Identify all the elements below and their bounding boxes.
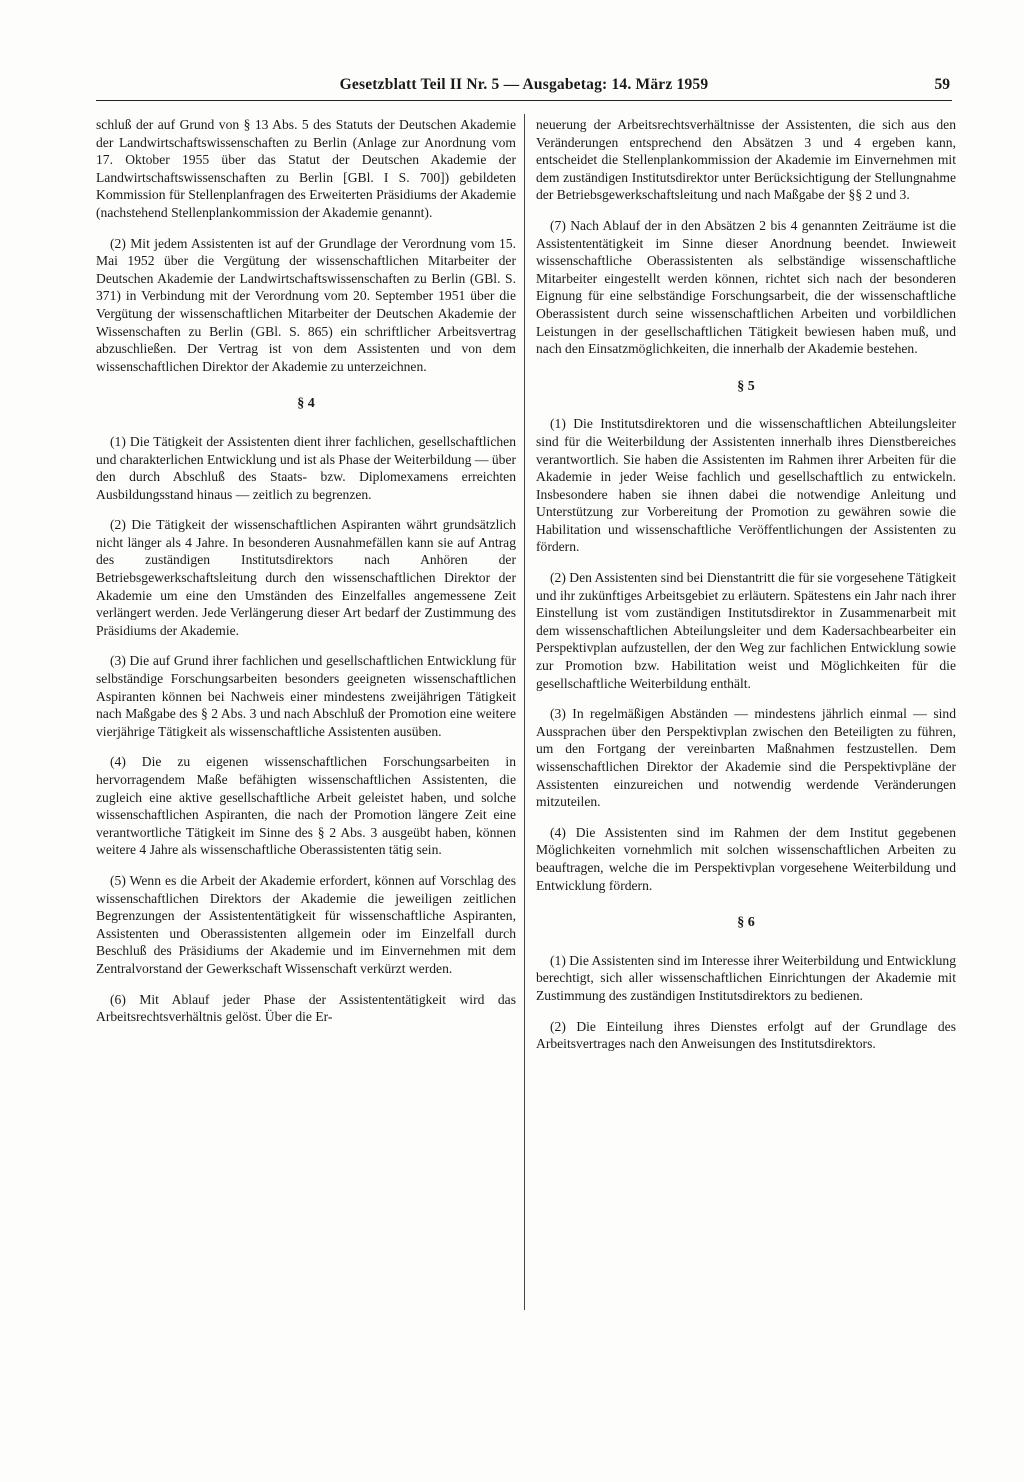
section-heading: § 5	[737, 378, 755, 394]
paragraph: (6) Mit Ablauf jeder Phase der Assistententätigkeit wird das Arbeitsrechtsverhältnis gelöst. Über die Er-	[96, 991, 516, 1025]
paragraph: (2) Die Tätigkeit der wissenschaftlichen Aspiranten währt grundsätzlich nicht länger als 4 Jahre. In besonderen Ausnahmefällen kann sie auf Antrag des zuständigen Institutsdirektors nach Anhören der Betriebsgewerkschaftsleitung durch den wissenschaftlichen Direktor der Akademie um eine den Umständen des Einzelfalles angemessene Zeit verlängert werden. Jede Verlängerung dieser Art bedarf der Zustimmung des Präsidiums der Akademie.	[96, 517, 516, 638]
section-heading: § 4	[297, 396, 315, 412]
paragraph: (3) In regelmäßigen Abständen — mindestens jährlich einmal — sind Aussprachen über den Perspektivplan zwischen den Beteiligten zu führen, um den Fortgang der vereinbarten Maßnahmen festzustellen. Dem wissenschaftlichen Direktor der Akademie sind die Perspektivpläne der Assistenten einzureichen und notwendig werdende Veränderungen mitzuteilen.	[536, 706, 956, 810]
section-heading: § 6	[737, 915, 755, 931]
paragraph: (4) Die zu eigenen wissenschaftlichen Forschungsarbeiten in hervorragendem Maße befähigten wissenschaftlichen Assistenten, die zugleich eine aktive gesellschaftliche Arbeit geleistet haben, und solche wissenschaftlichen Aspiranten, die nach der Promotion längere Zeit eine verantwortliche Tätigkeit im Sinne des § 2 Abs. 3 ausgeübt haben, können weitere 4 Jahre als wissenschaftliche Oberassistenten tätig sein.	[96, 754, 516, 858]
paragraph: (1) Die Tätigkeit der Assistenten dient ihrer fachlichen, gesellschaftlichen und charakterlichen Entwicklung und ist als Phase der Weiterbildung — über den durch Abschluß des Staats- bzw. Diplomexamens erreichten Ausbildungsstand hinaus — zeitlich zu begrenzen.	[96, 433, 516, 502]
paragraph: (7) Nach Ablauf der in den Absätzen 2 bis 4 genannten Zeiträume ist die Assistententätigkeit im Sinne dieser Anordnung beendet. Inwieweit wissenschaftliche Oberassistenten als selbständige wissenschaftliche Mitarbeiter eingestellt werden können, richtet sich nach der besonderen Eignung für eine selbständige Forschungsarbeit, die der wissenschaftliche Oberassistent durch seine wissenschaftlichen Arbeiten und vorbildlichen Leistungen in der gesellschaftlichen Tätigkeit bewiesen haben muß, und nach den Einsatzmöglichkeiten, die innerhalb der Akademie bestehen.	[536, 217, 956, 357]
paragraph: (2) Den Assistenten sind bei Dienstantritt die für sie vorgesehene Tätigkeit und ihr zukünftiges Arbeitsgebiet zu erläutern. Spätestens ein Jahr nach ihrer Einstellung ist vom zuständigen Institutsdirektor in Zusammenarbeit mit dem wissenschaftlichen Abteilungsleiter und dem Kadersachbearbeiter ein Perspektivplan aufzustellen, der den Weg zur fachlichen Entwicklung sowie zur Promotion bzw. Habilitation weist und Möglichkeiten für die gesellschaftliche Weiterbildung enthält.	[536, 570, 956, 691]
header-title: Gesetzblatt Teil II Nr. 5 — Ausgabetag: 14. März 1959	[339, 76, 709, 93]
page-number: 59	[934, 76, 950, 93]
right-column	[536, 116, 956, 1066]
page-header	[96, 76, 952, 101]
paragraph: (2) Mit jedem Assistenten ist auf der Grundlage der Verordnung vom 15. Mai 1952 über die Vergütung der wissenschaftlichen Mitarbeiter der Deutschen Akademie der Landwirtschaftswissenschaften zu Berlin (GBl. S. 371) in Verbindung mit der Verordnung vom 20. September 1951 über die Vergütung der wissenschaftlichen Mitarbeiter der Deutschen Akademie der Wissenschaften zu Berlin (GBl. S. 865) ein schriftlicher Arbeitsvertrag abzuschließen. Der Vertrag ist von dem Assistenten und von dem wissenschaftlichen Direktor der Akademie zu unterzeichnen.	[96, 235, 516, 374]
paragraph: (1) Die Institutsdirektoren und die wissenschaftlichen Abteilungsleiter sind für die Weiterbildung der Assistenten innerhalb ihres Dienstbereiches verantwortlich. Sie haben die Assistenten im Rahmen ihrer Arbeiten für die Akademie in jeder Weise fachlich und gesellschaftlich zu entwickeln. Insbesondere haben sie ihnen dabei die notwendige Anleitung und Unterstützung zur Vorbereitung der Promotion zu gewähren sowie die Habilitation und wissenschaftliche Veröffentlichungen der Assistenten zu fördern.	[536, 416, 956, 555]
paragraph: (1) Die Assistenten sind im Interesse ihrer Weiterbildung und Entwicklung berechtigt, sich aller wissenschaftlichen Einrichtungen der Akademie mit Zustimmung des zuständigen Institutsdirektors zu bedienen.	[536, 952, 957, 1003]
paragraph: (3) Die auf Grund ihrer fachlichen und gesellschaftlichen Entwicklung für selbständige Forschungsarbeiten besonders geeigneten wissenschaftlichen Aspiranten können bei Nachweis einer mindestens zweijährigen Tätigkeit nach Maßgabe des § 2 Abs. 3 und nach Abschluß der Promotion eine weitere vierjährige Tätigkeit als wissenschaftliche Assistenten ausüben.	[96, 653, 516, 739]
paragraph: (2) Die Einteilung ihres Dienstes erfolgt auf der Grundlage des Arbeitsvertrages nach den Anweisungen des Institutsdirektors.	[536, 1018, 956, 1052]
left-column	[96, 116, 516, 1039]
paragraph: (4) Die Assistenten sind im Rahmen der dem Institut gegebenen Möglichkeiten vornehmlich mit solchen wissenschaftlichen Arbeiten zu beauftragen, welche die im Perspektivplan vorgesehene Weiterbildung und Entwicklung fördern.	[536, 824, 956, 893]
column-divider	[524, 114, 525, 1310]
paragraph: schluß der auf Grund von § 13 Abs. 5 des Statuts der Deutschen Akademie der Landwirtschaftswissenschaften zu Berlin (Anlage zur Anordnung vom 17. Oktober 1955 über das Statut der Deutschen Akademie der Landwirtschaftswissenschaften zu Berlin [GBl. I S. 700]) gebildeten Kommission für Stellenplanfragen des Erweiterten Präsidiums der Akademie (nachstehend Stellenplankommission der Akademie genannt).	[96, 117, 516, 220]
paragraph: neuerung der Arbeitsrechtsverhältnisse der Assistenten, die sich aus den Veränderungen entsprechend den Absätzen 3 und 4 ergeben kann, entscheidet die Stellenplankommission der Akademie im Einvernehmen mit dem zuständigen Institutsdirektor unter Berücksichtigung der Stellungnahme der Betriebsgewerkschaftsleitung und nach Maßgabe der §§ 2 und 3.	[536, 117, 956, 203]
paragraph: (5) Wenn es die Arbeit der Akademie erfordert, können auf Vorschlag des wissenschaftlichen Direktors der Akademie die jeweiligen zeitlichen Begrenzungen der Assistententätigkeit für wissenschaftliche Aspiranten, Assistenten und Oberassistenten allgemein oder im Einzelfall durch Beschluß des Präsidiums der Akademie und im Einvernehmen mit dem Zentralvorstand der Gewerkschaft Wissenschaft verkürzt werden.	[96, 872, 516, 976]
